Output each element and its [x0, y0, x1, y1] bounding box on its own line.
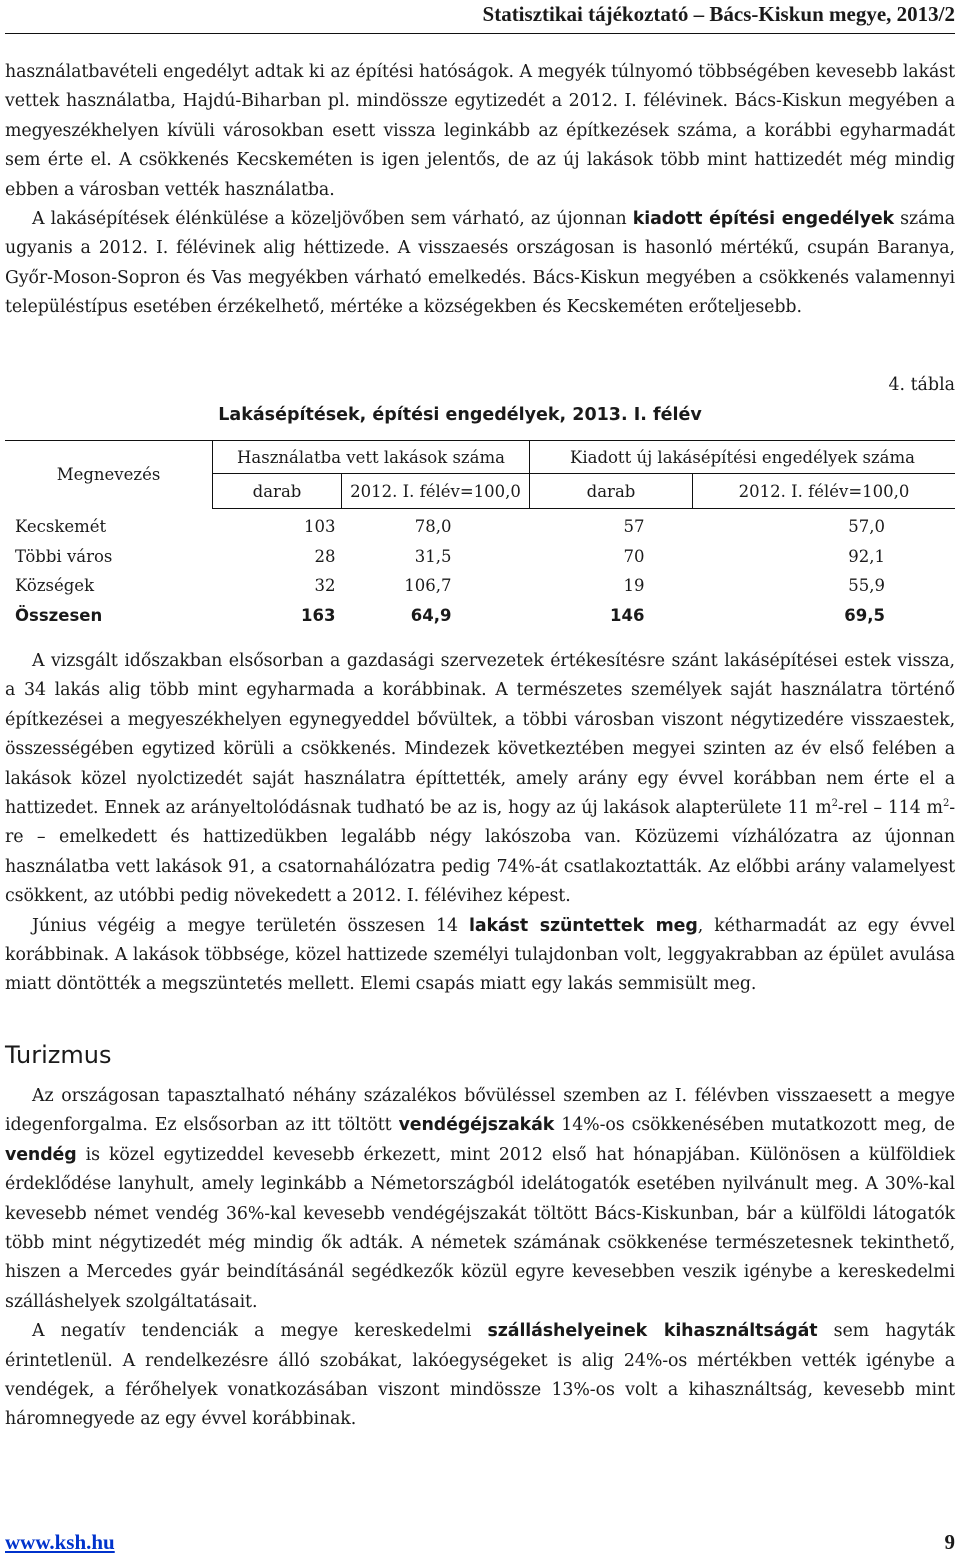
table-row: Községek 32 106,7 19 55,9	[15, 576, 885, 596]
table-row: Többi város 28 31,5 70 92,1	[15, 546, 885, 566]
table-title: Lakásépítések, építési engedélyek, 2013. I. félév	[218, 405, 702, 425]
bold-term: szálláshelyeinek kihasználtságát	[487, 1321, 818, 1342]
running-header: Statisztikai tájékoztató – Bács-Kiskun megye, 2013/2	[482, 2, 955, 26]
paragraph-3: A vizsgált időszakban elsősorban a gazdasági szervezetek értékesítésre szánt lakásépítései estek vissza, a 34 lakás alig több mint egyharmada a korábbinak. A természetes személyek saját használatra történő építkezései a megyeszékhelyen egynegyeddel bővültek, a többi városban viszont négytizedére visszaestek, összességében egytized körüli a csökkenés. Mindezek következtében megyei szinten az év első felében a lakások közel nyolctizedét saját használatra építtették, amely arány egy évvel korábban nem érte el a hattizedet. Ennek az arányeltolódásnak tudható be az is, hogy az új lakások alapterülete 11 $m^2$-rel – 114 $m^2-re$ – emelkedett és hattizedükben legalább négy lakószoba van. Közüzemi vízhálózatra az újonnan használatba vett lakások 91, a csatornahálózatra pedig 74%-át csatlakoztatták. Az előbbi arány valamelyest csökkent, az utóbbi pedig növekedett a 2012. I. félévihez képest.	[5, 651, 955, 907]
page-number: 9	[944, 1530, 955, 1554]
table-number: 4. tábla	[888, 375, 955, 395]
table-section	[5, 372, 955, 630]
table-row: Kecskemét 103 78,0 57 57,0	[15, 517, 885, 537]
ksh-website-link[interactable]: www.ksh.hu	[5, 1530, 115, 1554]
bold-term: kiadott építési engedélyek	[632, 209, 895, 230]
page-footer	[5, 1530, 955, 1560]
bold-term: lakást szüntettek meg	[469, 915, 698, 936]
column-group-used: Használatba vett lakások száma	[213, 441, 530, 474]
bold-term: vendégéjszakák	[398, 1115, 555, 1136]
subheader-index-2: 2012. I. félév=100,0	[693, 474, 956, 509]
paragraph-5: Az országosan tapasztalható néhány százalékos bővüléssel szemben az I. félévben visszaesett a megye idegenforgalma. Ez elsősorban az itt töltött vendégéjszakák 14%-os csökkenésében mutatkozott meg, de vendég is közel egytizeddel kevesebb érkezett, mint 2012 első hat hónapjában. Különösen a külföldiek érdeklődése lanyhult, amely leginkább a Németországból idelátogatók esetében nyilvánult meg. A 30%-kal kevesebb német vendég 36%-kal kevesebb vendégéjszakát töltött Bács-Kiskunban, bár a külföldi látogatók több mint négytizedét még mindig ők adták. A németek számának csökkenése természetesnek tekinthető, hiszen a Mercedes gyár beindításánál segédkezők közül egyre kevesebben veszik igénybe a kereskedelmi szálláshelyek szolgáltatásait.	[5, 1085, 955, 1312]
bold-term: vendég	[5, 1144, 77, 1165]
subheader-count-1: darab	[213, 474, 342, 509]
paragraph-6: A negatív tendenciák a megye kereskedelmi szálláshelyeinek kihasználtságát sem hagyták érintetlenül. A rendelkezésre álló szobákat, lakóegységeket is alig 24%-os mértékben vették igénybe a vendégek, a férőhelyek vonatkozásában viszont mindössze 13%-os volt a kihasználtság, kevesebb mint háromnegyede az egy évvel korábbinak.	[5, 1321, 955, 1430]
column-group-permits: Kiadott új lakásépítési engedélyek száma	[530, 441, 956, 474]
table-row-total: Összesen 163 64,9 146 69,5	[15, 605, 885, 625]
subheader-index-1: 2012. I. félév=100,0	[342, 474, 530, 509]
column-header-name: Megnevezés	[56, 465, 161, 485]
paragraph-4: Június végéig a megye területén összesen 14 lakást szüntettek meg, kétharmadát az egy évvel korábbinak. A lakások többsége, közel hattizede személyi tulajdonban volt, leggyakrabban az épület avulása miatt döntötték a megszüntetés mellett. Elemi csapás miatt egy lakás semmisült meg.	[5, 915, 956, 995]
header-rule	[5, 33, 955, 34]
intro-section	[5, 58, 955, 323]
paragraph-2: A lakásépítések élénkülése a közeljövőben sem várható, az újonnan kiadott építési engedélyek száma ugyanis a 2012. I. félévinek alig héttizede. A visszaesés országosan is hasonló mértékű, csupán Baranya, Győr-Moson-Sopron és Vas megyékben várható emelkedés. Bács-Kiskun megyében a csökkenés valamennyi településtípus esetében érzékelhető, mértéke a községekben és Kecskeméten erőteljesebb.	[5, 209, 955, 318]
data-table	[5, 440, 955, 630]
section-heading-tourism: Turizmus	[5, 1040, 112, 1069]
paragraph-1: használatbavételi engedélyt adtak ki az építési hatóságok. A megyék túlnyomó többségében kevesebb lakást vettek használatba, Hajdú-Biharban pl. mindössze egytizedét a 2012. I. félévinek. Bács-Kiskun megyében a megyeszékhelyen kívüli városokban esett vissza leginkább az építkezések száma, a korábbi egyharmadát sem érte el. A csökkenés Kecskeméten is igen jelentős, de az új lakások több mint hattizedét még mindig ebben a városban vették használatba.	[5, 62, 955, 200]
body-section	[5, 647, 955, 1435]
subheader-count-2: darab	[530, 474, 693, 509]
